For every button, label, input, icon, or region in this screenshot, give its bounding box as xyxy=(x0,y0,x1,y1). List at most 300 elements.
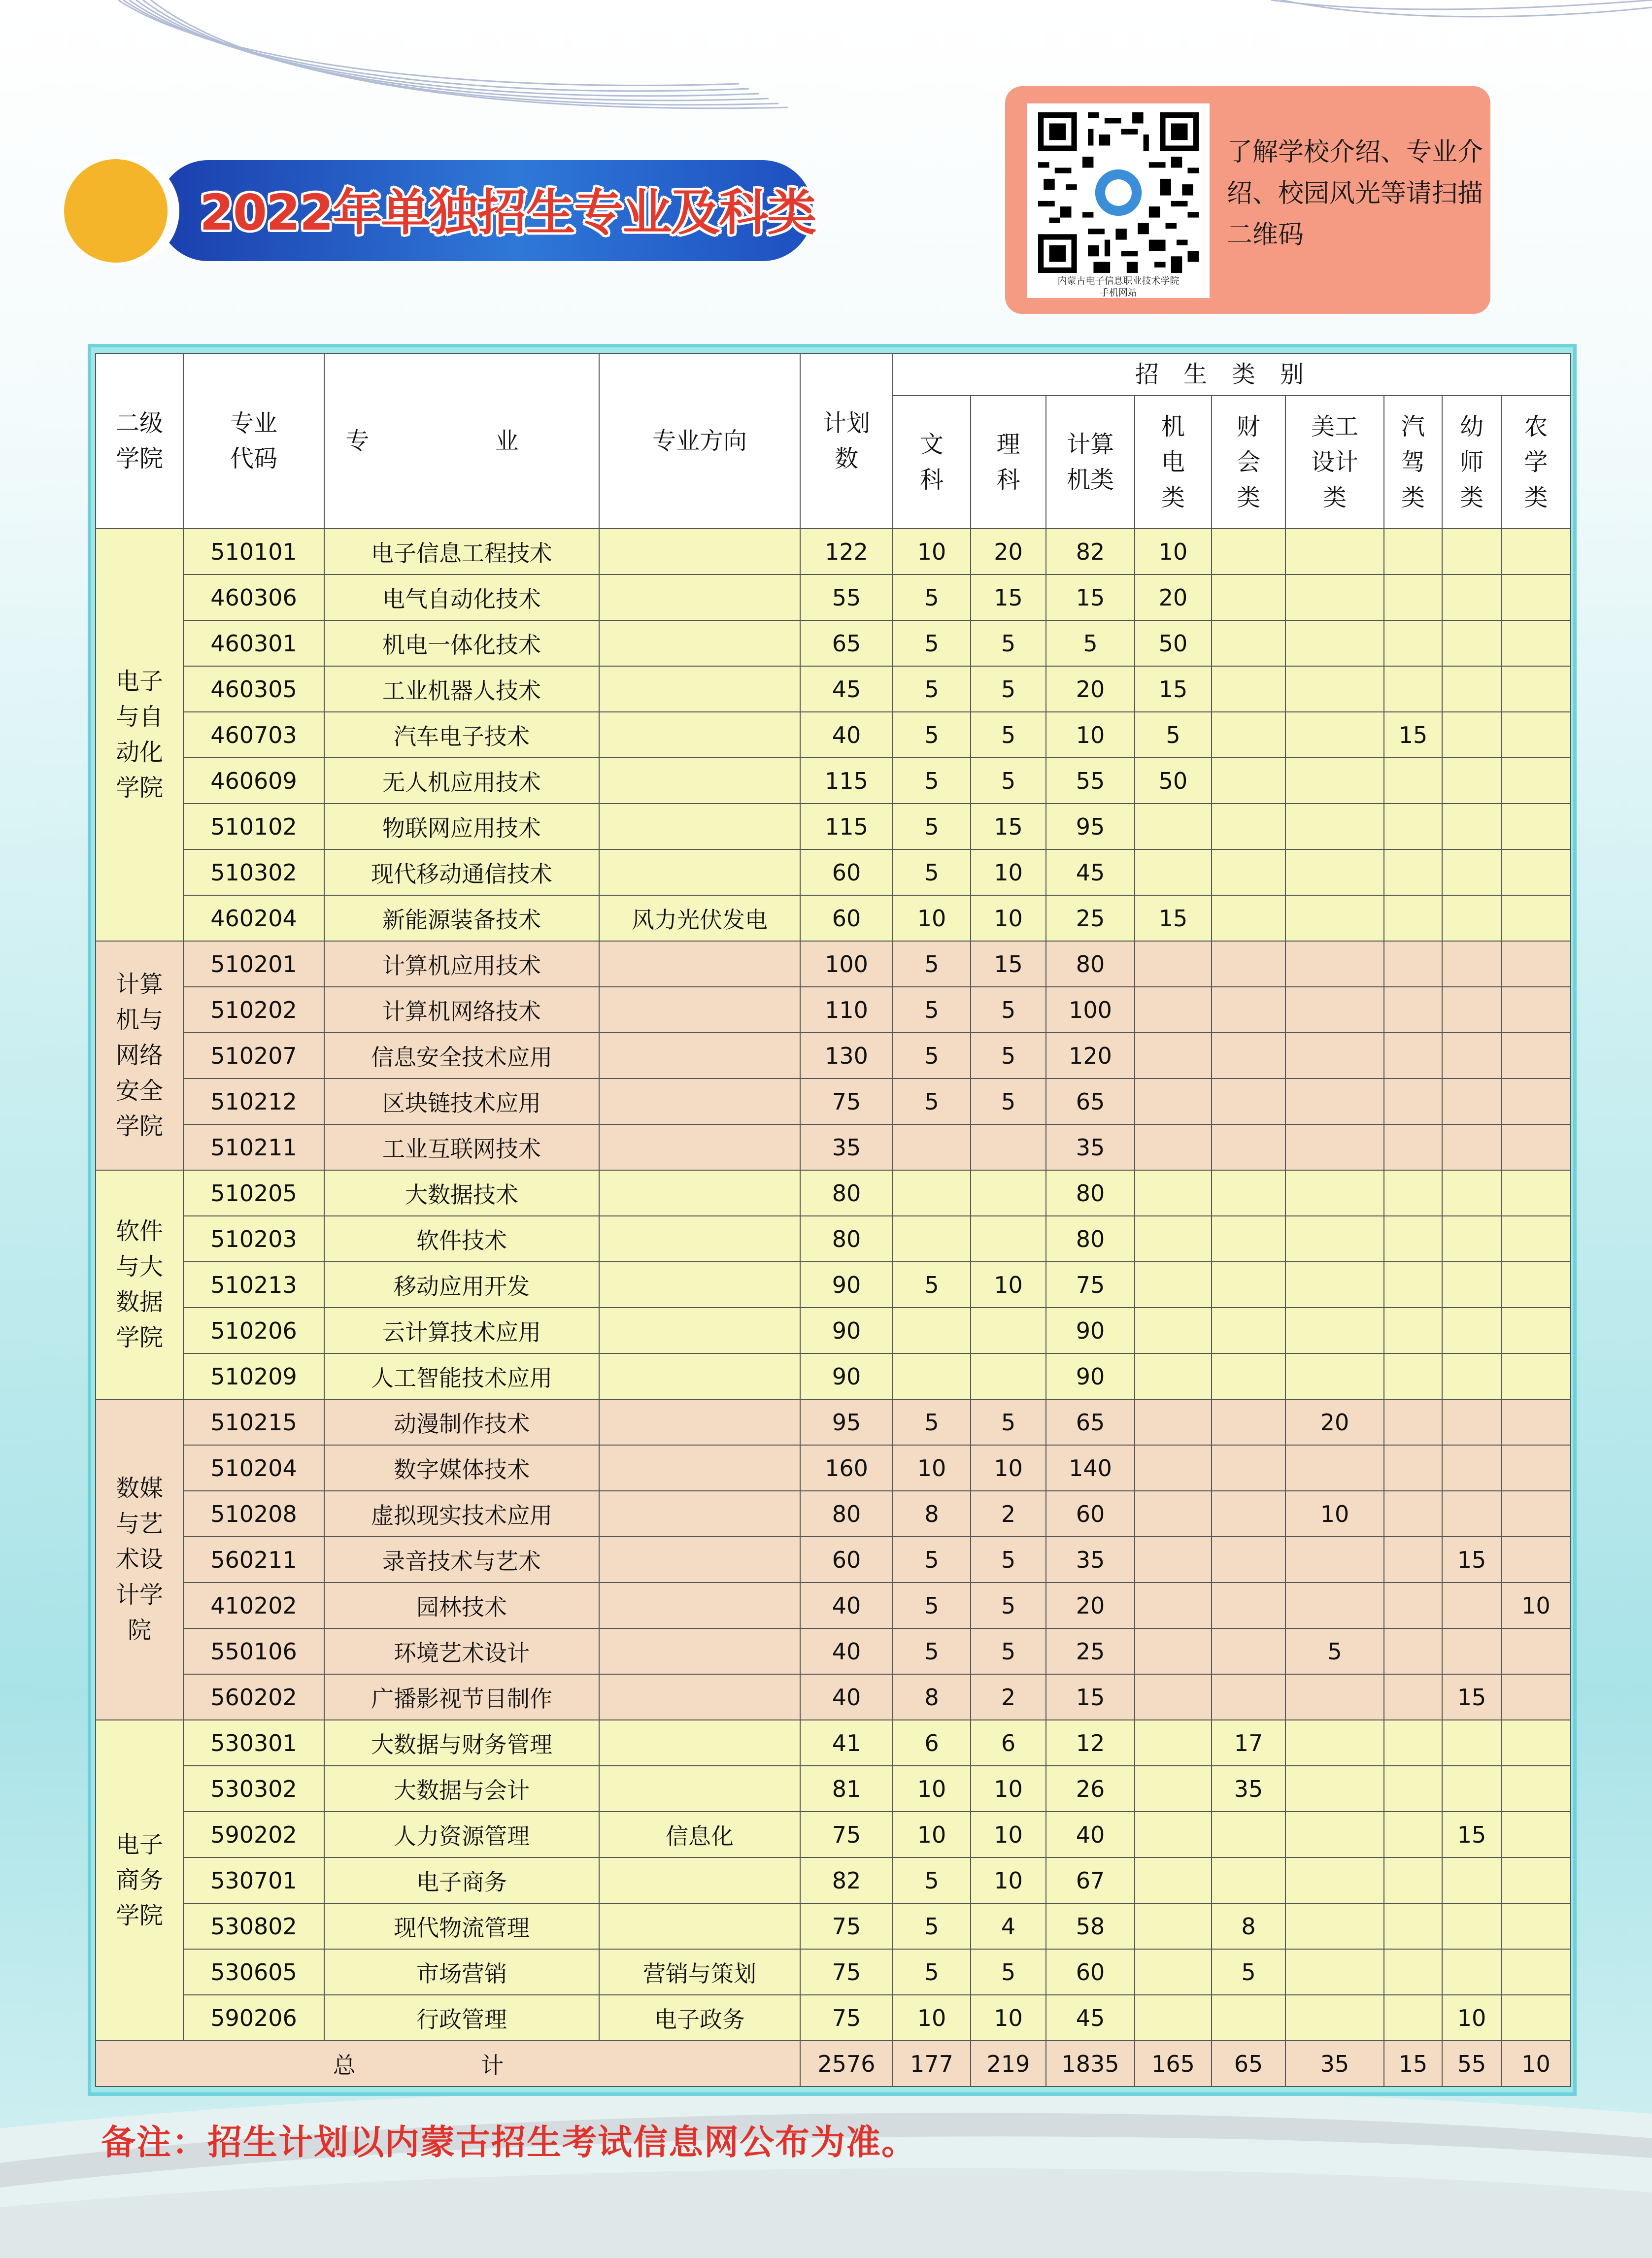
cell-nx xyxy=(1501,1353,1571,1399)
college-name: 计算机与网络安全学院 xyxy=(115,971,163,1140)
cell-code: 460305 xyxy=(183,666,324,712)
cell-plan: 75 xyxy=(800,1995,893,2041)
cell-direction xyxy=(599,1720,800,1766)
cell-ys xyxy=(1442,1033,1501,1078)
cell-direction xyxy=(599,1491,800,1537)
cell-code: 530301 xyxy=(183,1720,324,1766)
cell-qj xyxy=(1384,1353,1442,1399)
cell-major: 园林技术 xyxy=(324,1583,599,1628)
college-name-cell xyxy=(96,941,183,1170)
cell-qj xyxy=(1384,849,1442,895)
cell-code: 590202 xyxy=(183,1812,324,1857)
cell-li: 5 xyxy=(971,1078,1046,1124)
cell-major: 电子信息工程技术 xyxy=(324,529,599,574)
cell-wen: 10 xyxy=(893,1995,971,2041)
table-row xyxy=(96,620,1571,666)
cell-plan: 80 xyxy=(800,1170,893,1216)
cell-ck xyxy=(1212,1124,1285,1170)
total-ys: 55 xyxy=(1442,2041,1501,2087)
cell-ck xyxy=(1212,1857,1285,1903)
sun-circle-decoration xyxy=(64,159,168,263)
cell-jsj: 12 xyxy=(1046,1720,1135,1766)
cell-ck xyxy=(1212,941,1285,987)
cell-ck xyxy=(1212,1537,1285,1583)
cell-ck xyxy=(1212,804,1285,849)
cell-li: 10 xyxy=(971,1812,1046,1857)
cell-jsj: 10 xyxy=(1046,712,1135,758)
cell-jsj: 45 xyxy=(1046,849,1135,895)
cell-plan: 115 xyxy=(800,804,893,849)
cell-major: 电气自动化技术 xyxy=(324,574,599,620)
cell-qj xyxy=(1384,1720,1442,1766)
cell-plan: 81 xyxy=(800,1766,893,1812)
cell-ck xyxy=(1212,1399,1285,1445)
cell-major: 计算机网络技术 xyxy=(324,987,599,1033)
cell-ck xyxy=(1212,758,1285,804)
table-row xyxy=(96,1949,1571,1995)
cell-jd xyxy=(1135,987,1212,1033)
cell-ys xyxy=(1442,1720,1501,1766)
cell-direction xyxy=(599,1674,800,1720)
table-row xyxy=(96,1124,1571,1170)
cell-code: 510207 xyxy=(183,1033,324,1078)
cell-code: 510206 xyxy=(183,1308,324,1353)
cell-li xyxy=(971,1170,1046,1216)
cell-jsj: 60 xyxy=(1046,1949,1135,1995)
cell-ys xyxy=(1442,1216,1501,1262)
cell-nx xyxy=(1501,1674,1571,1720)
total-nx: 10 xyxy=(1501,2041,1571,2087)
page-title: 2022年单独招生专业及科类 xyxy=(200,184,816,241)
cell-wen: 5 xyxy=(893,1857,971,1903)
cell-major: 区块链技术应用 xyxy=(324,1078,599,1124)
cell-ys xyxy=(1442,1628,1501,1674)
cell-li: 20 xyxy=(971,529,1046,574)
cell-wen: 5 xyxy=(893,712,971,758)
cell-mg: 20 xyxy=(1285,1399,1384,1445)
cell-mg xyxy=(1285,987,1384,1033)
cell-plan: 60 xyxy=(800,849,893,895)
header-code: 专业代码 xyxy=(183,353,324,529)
table-row xyxy=(96,666,1571,712)
total-qj: 15 xyxy=(1384,2041,1442,2087)
cell-nx xyxy=(1501,1399,1571,1445)
header-categories-group: 招生类别 xyxy=(893,353,1571,396)
qr-code-icon[interactable] xyxy=(1038,112,1199,273)
cell-direction xyxy=(599,1170,800,1216)
cell-mg: 10 xyxy=(1285,1491,1384,1537)
table-body xyxy=(96,529,1571,2087)
total-jd: 165 xyxy=(1135,2041,1212,2087)
cell-nx xyxy=(1501,574,1571,620)
cell-ck xyxy=(1212,895,1285,941)
cell-plan: 80 xyxy=(800,1216,893,1262)
cell-direction xyxy=(599,1399,800,1445)
cell-mg xyxy=(1285,1353,1384,1399)
cell-direction xyxy=(599,1445,800,1491)
cell-li: 10 xyxy=(971,895,1046,941)
cell-plan: 75 xyxy=(800,1903,893,1949)
cell-qj xyxy=(1384,1857,1442,1903)
cell-mg xyxy=(1285,1262,1384,1308)
table-row xyxy=(96,1720,1571,1766)
cell-li xyxy=(971,1353,1046,1399)
cell-jsj: 55 xyxy=(1046,758,1135,804)
cell-ys xyxy=(1442,758,1501,804)
cell-qj xyxy=(1384,895,1442,941)
cell-jd xyxy=(1135,1078,1212,1124)
cell-qj xyxy=(1384,1537,1442,1583)
cell-nx xyxy=(1501,1124,1571,1170)
cell-ys xyxy=(1442,1445,1501,1491)
total-mg: 35 xyxy=(1285,2041,1384,2087)
cell-wen: 8 xyxy=(893,1491,971,1537)
cell-ys xyxy=(1442,1857,1501,1903)
cell-jsj: 140 xyxy=(1046,1445,1135,1491)
total-label: 总 计 xyxy=(96,2041,800,2087)
cell-li: 10 xyxy=(971,1995,1046,2041)
cell-jd: 15 xyxy=(1135,666,1212,712)
cell-ck xyxy=(1212,987,1285,1033)
cell-mg xyxy=(1285,529,1384,574)
cell-direction xyxy=(599,987,800,1033)
cell-wen: 5 xyxy=(893,1399,971,1445)
cell-qj xyxy=(1384,1124,1442,1170)
cell-direction xyxy=(599,1857,800,1903)
title-banner xyxy=(64,160,816,261)
cell-qj xyxy=(1384,941,1442,987)
cell-wen: 5 xyxy=(893,1583,971,1628)
cell-jd xyxy=(1135,1170,1212,1216)
cell-plan: 90 xyxy=(800,1262,893,1308)
cell-direction xyxy=(599,1216,800,1262)
header-college: 二级学院 xyxy=(96,353,183,529)
table-row xyxy=(96,1033,1571,1078)
cell-jsj: 26 xyxy=(1046,1766,1135,1812)
cell-jd xyxy=(1135,1445,1212,1491)
cell-nx xyxy=(1501,987,1571,1033)
cell-jsj: 45 xyxy=(1046,1995,1135,2041)
cell-plan: 35 xyxy=(800,1124,893,1170)
cell-li xyxy=(971,1124,1046,1170)
cell-jd xyxy=(1135,941,1212,987)
cell-jsj: 90 xyxy=(1046,1308,1135,1353)
cell-li: 15 xyxy=(971,574,1046,620)
cell-li: 5 xyxy=(971,1583,1046,1628)
cell-li: 2 xyxy=(971,1674,1046,1720)
cell-wen: 5 xyxy=(893,1903,971,1949)
cell-jsj: 40 xyxy=(1046,1812,1135,1857)
cell-li: 5 xyxy=(971,712,1046,758)
cell-nx xyxy=(1501,1720,1571,1766)
cell-qj xyxy=(1384,1308,1442,1353)
cell-qj xyxy=(1384,1583,1442,1628)
cell-direction xyxy=(599,574,800,620)
cell-nx xyxy=(1501,1903,1571,1949)
cell-ck xyxy=(1212,1170,1285,1216)
table-row xyxy=(96,1308,1571,1353)
cell-li: 5 xyxy=(971,758,1046,804)
college-name: 软件与大数据学院 xyxy=(115,1217,163,1351)
header-cat-agriculture: 农学类 xyxy=(1501,396,1571,529)
cell-major: 移动应用开发 xyxy=(324,1262,599,1308)
cell-jsj: 100 xyxy=(1046,987,1135,1033)
cell-nx xyxy=(1501,1995,1571,2041)
college-name: 数媒与艺术设计学院 xyxy=(115,1475,163,1644)
cell-direction xyxy=(599,941,800,987)
cell-ck xyxy=(1212,666,1285,712)
cell-li: 10 xyxy=(971,1857,1046,1903)
cell-plan: 55 xyxy=(800,574,893,620)
cell-wen xyxy=(893,1216,971,1262)
cell-qj xyxy=(1384,1033,1442,1078)
cell-ck xyxy=(1212,1078,1285,1124)
cell-plan: 60 xyxy=(800,1537,893,1583)
table-row xyxy=(96,1491,1571,1537)
cell-direction xyxy=(599,1583,800,1628)
cell-major: 云计算技术应用 xyxy=(324,1308,599,1353)
enrollment-table xyxy=(95,353,1571,2087)
cell-code: 460609 xyxy=(183,758,324,804)
cell-qj xyxy=(1384,1445,1442,1491)
cell-li xyxy=(971,1216,1046,1262)
cell-ys xyxy=(1442,1170,1501,1216)
cell-ys xyxy=(1442,1078,1501,1124)
table-row xyxy=(96,1537,1571,1583)
cell-major: 动漫制作技术 xyxy=(324,1399,599,1445)
table-row xyxy=(96,804,1571,849)
cell-ck xyxy=(1212,1216,1285,1262)
table-row xyxy=(96,849,1571,895)
cell-mg xyxy=(1285,666,1384,712)
cell-ck: 5 xyxy=(1212,1949,1285,1995)
cell-ys xyxy=(1442,529,1501,574)
qr-description: 了解学校介绍、专业介绍、校园风光等请扫描二维码 xyxy=(1227,137,1483,250)
cell-plan: 115 xyxy=(800,758,893,804)
cell-wen: 5 xyxy=(893,1078,971,1124)
cell-ys: 15 xyxy=(1442,1812,1501,1857)
cell-jd: 50 xyxy=(1135,620,1212,666)
cell-wen xyxy=(893,1170,971,1216)
cell-major: 汽车电子技术 xyxy=(324,712,599,758)
cell-nx xyxy=(1501,1857,1571,1903)
cell-code: 510203 xyxy=(183,1216,324,1262)
cell-code: 530802 xyxy=(183,1903,324,1949)
cell-major: 无人机应用技术 xyxy=(324,758,599,804)
cell-nx xyxy=(1501,849,1571,895)
cell-major: 信息安全技术应用 xyxy=(324,1033,599,1078)
cell-plan: 40 xyxy=(800,1674,893,1720)
college-name-cell xyxy=(96,1399,183,1720)
table-row xyxy=(96,1170,1571,1216)
cell-plan: 75 xyxy=(800,1812,893,1857)
cell-mg xyxy=(1285,1674,1384,1720)
cell-major: 物联网应用技术 xyxy=(324,804,599,849)
cell-nx xyxy=(1501,1537,1571,1583)
cell-direction xyxy=(599,1308,800,1353)
cell-qj: 15 xyxy=(1384,712,1442,758)
cell-plan: 90 xyxy=(800,1353,893,1399)
cell-major: 电子商务 xyxy=(324,1857,599,1903)
cell-code: 560211 xyxy=(183,1537,324,1583)
cell-qj xyxy=(1384,574,1442,620)
total-jsj: 1835 xyxy=(1046,2041,1135,2087)
cell-qj xyxy=(1384,1628,1442,1674)
cell-wen: 6 xyxy=(893,1720,971,1766)
cell-li: 5 xyxy=(971,1628,1046,1674)
cell-mg xyxy=(1285,1124,1384,1170)
cell-direction xyxy=(599,712,800,758)
cell-ck xyxy=(1212,1628,1285,1674)
cell-plan: 95 xyxy=(800,1399,893,1445)
cell-jd xyxy=(1135,849,1212,895)
cell-code: 510211 xyxy=(183,1124,324,1170)
cell-qj xyxy=(1384,1766,1442,1812)
cell-major: 市场营销 xyxy=(324,1949,599,1995)
cell-mg xyxy=(1285,620,1384,666)
cell-plan: 110 xyxy=(800,987,893,1033)
cell-mg xyxy=(1285,1766,1384,1812)
total-li: 219 xyxy=(971,2041,1046,2087)
qr-caption-line2: 手机网站 xyxy=(1099,287,1137,298)
cell-ck xyxy=(1212,529,1285,574)
cell-plan: 40 xyxy=(800,1583,893,1628)
header-major: 专 业 xyxy=(324,353,599,529)
cell-jd xyxy=(1135,1720,1212,1766)
table-row xyxy=(96,712,1571,758)
cell-li: 2 xyxy=(971,1491,1046,1537)
cell-direction xyxy=(599,1033,800,1078)
cell-mg xyxy=(1285,1903,1384,1949)
cell-wen: 5 xyxy=(893,1949,971,1995)
cell-code: 510202 xyxy=(183,987,324,1033)
cell-li: 10 xyxy=(971,1262,1046,1308)
cell-mg xyxy=(1285,1078,1384,1124)
cell-li: 5 xyxy=(971,1537,1046,1583)
cell-major: 广播影视节目制作 xyxy=(324,1674,599,1720)
qr-info-box xyxy=(1005,86,1490,314)
cell-code: 550106 xyxy=(183,1628,324,1674)
header-cat-driving: 汽驾类 xyxy=(1384,396,1442,529)
cell-qj xyxy=(1384,1491,1442,1537)
cell-nx xyxy=(1501,1170,1571,1216)
cell-jsj: 82 xyxy=(1046,529,1135,574)
table-row xyxy=(96,941,1571,987)
cell-jd xyxy=(1135,1033,1212,1078)
table-row xyxy=(96,1766,1571,1812)
cell-plan: 130 xyxy=(800,1033,893,1078)
cell-ys xyxy=(1442,987,1501,1033)
cell-major: 新能源装备技术 xyxy=(324,895,599,941)
cell-jd: 10 xyxy=(1135,529,1212,574)
cell-wen xyxy=(893,1353,971,1399)
cell-qj xyxy=(1384,1216,1442,1262)
cell-nx xyxy=(1501,666,1571,712)
cell-nx xyxy=(1501,1812,1571,1857)
cell-mg xyxy=(1285,712,1384,758)
cell-mg xyxy=(1285,941,1384,987)
cell-mg: 5 xyxy=(1285,1628,1384,1674)
cell-qj xyxy=(1384,758,1442,804)
cell-code: 510213 xyxy=(183,1262,324,1308)
cell-jsj: 20 xyxy=(1046,1583,1135,1628)
cell-code: 510204 xyxy=(183,1445,324,1491)
cell-mg xyxy=(1285,1445,1384,1491)
cell-jsj: 80 xyxy=(1046,1216,1135,1262)
cell-jsj: 65 xyxy=(1046,1078,1135,1124)
cell-wen: 5 xyxy=(893,941,971,987)
cell-jsj: 80 xyxy=(1046,941,1135,987)
cell-mg xyxy=(1285,758,1384,804)
cell-li: 10 xyxy=(971,1445,1046,1491)
cell-wen: 5 xyxy=(893,1628,971,1674)
cell-plan: 100 xyxy=(800,941,893,987)
cell-nx xyxy=(1501,941,1571,987)
table-row xyxy=(96,1812,1571,1857)
cell-jd: 5 xyxy=(1135,712,1212,758)
cell-major: 数字媒体技术 xyxy=(324,1445,599,1491)
cell-li: 5 xyxy=(971,1399,1046,1445)
cell-plan: 65 xyxy=(800,620,893,666)
cell-jd xyxy=(1135,1353,1212,1399)
cell-jsj: 25 xyxy=(1046,895,1135,941)
cell-ck: 17 xyxy=(1212,1720,1285,1766)
cell-jd xyxy=(1135,1491,1212,1537)
cell-jsj: 120 xyxy=(1046,1033,1135,1078)
cell-ys: 15 xyxy=(1442,1537,1501,1583)
table-row xyxy=(96,1216,1571,1262)
cell-qj xyxy=(1384,1399,1442,1445)
cell-ck xyxy=(1212,1308,1285,1353)
cell-mg xyxy=(1285,1537,1384,1583)
cell-wen: 10 xyxy=(893,895,971,941)
cell-ck: 35 xyxy=(1212,1766,1285,1812)
cell-jd xyxy=(1135,1949,1212,1995)
cell-plan: 41 xyxy=(800,1720,893,1766)
cell-code: 460204 xyxy=(183,895,324,941)
cell-nx xyxy=(1501,1078,1571,1124)
cell-qj xyxy=(1384,1262,1442,1308)
cell-plan: 40 xyxy=(800,1628,893,1674)
cell-code: 510102 xyxy=(183,804,324,849)
cell-direction: 营销与策划 xyxy=(599,1949,800,1995)
cell-jd xyxy=(1135,1674,1212,1720)
cell-mg xyxy=(1285,1216,1384,1262)
cell-ck xyxy=(1212,1812,1285,1857)
cell-jsj: 67 xyxy=(1046,1857,1135,1903)
cell-plan: 45 xyxy=(800,666,893,712)
cell-qj xyxy=(1384,1078,1442,1124)
table-row xyxy=(96,1078,1571,1124)
cell-qj xyxy=(1384,1674,1442,1720)
cell-mg xyxy=(1285,804,1384,849)
qr-caption-line1: 内蒙古电子信息职业技术学院 xyxy=(1057,275,1180,286)
cell-nx xyxy=(1501,712,1571,758)
qr-card[interactable] xyxy=(1027,103,1210,298)
cell-code: 510201 xyxy=(183,941,324,987)
cell-nx xyxy=(1501,1033,1571,1078)
cell-plan: 82 xyxy=(800,1857,893,1903)
cell-mg xyxy=(1285,1812,1384,1857)
cell-plan: 90 xyxy=(800,1308,893,1353)
cell-nx xyxy=(1501,620,1571,666)
cell-code: 530302 xyxy=(183,1766,324,1812)
cell-ck xyxy=(1212,1674,1285,1720)
cell-plan: 160 xyxy=(800,1445,893,1491)
cell-code: 510208 xyxy=(183,1491,324,1537)
cell-major: 计算机应用技术 xyxy=(324,941,599,987)
cell-direction xyxy=(599,666,800,712)
